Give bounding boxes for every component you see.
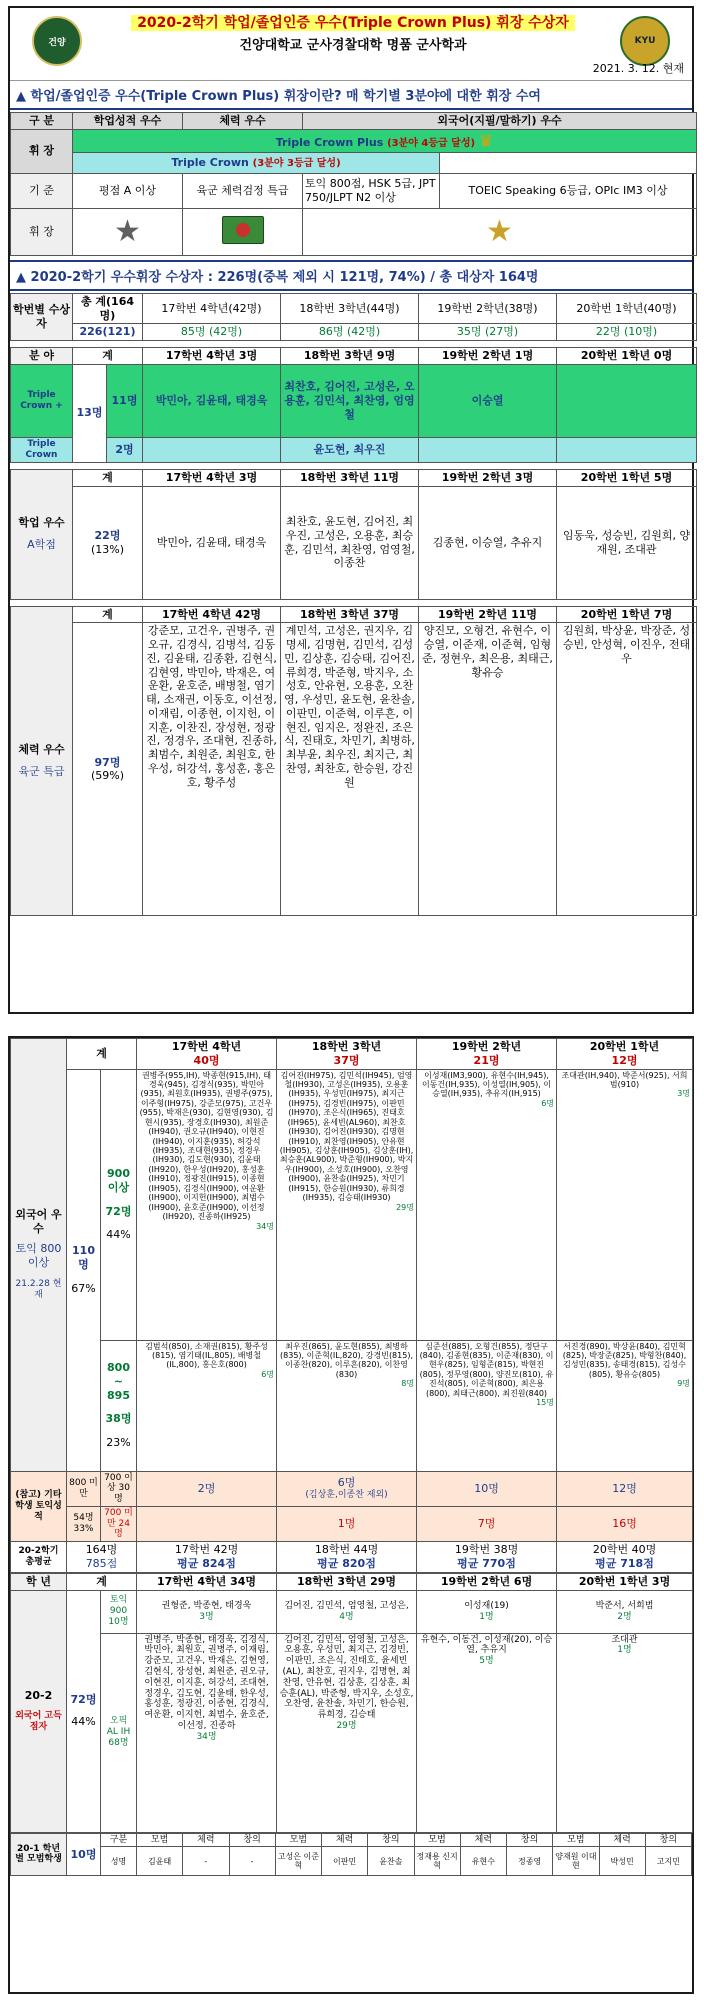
model-value: 유현수 (460, 1847, 506, 1876)
foreign-label: 외국어 우수 토익 800 이상 21.2.28 현재 (11, 1039, 67, 1472)
band-900-names-18: 김어진(IH975), 김민석(IH945), 엄영철(IH930), 고성은(IH935), 오용훈(IH935), 우성민(IH975), 최지근(IH975), 김경빈(IH975), 이판민(IH970), 조은식(IH965), 진태호(IH965), 윤세빈(AL960), 최찬호(IH930), 김어진(IH930), 김명현(IH910), 최찬영(IH905), 안유현(IH905), 김상훈(IH905), 김상훈(IH), 최승훈(AL900), 박준형(IH900), 박지우(IH900), 소성호(IH900), 오찬영(IH900), 윤찬솔(IH925), 차민기(IH915), 한승원(IH930), 류희경(IH935), 김승태(IH930) 29명 (277, 1069, 417, 1340)
section-heading-definition: ▲ 학업/졸업인증 우수(Triple Crown Plus) 휘장이란? 매 학기별 3분야에 대한 휘장 수여 (10, 81, 692, 110)
cohort-head: 18학번 3학년 37명 (277, 1039, 417, 1070)
model-value: 이판민 (322, 1847, 368, 1876)
tcp-names-17: 박민아, 김윤태, 태경욱 (143, 364, 281, 437)
sheet-top (8, 6, 694, 1014)
toeic-19: 이성재(19) 1명 (417, 1590, 557, 1633)
model-head: 창의 (368, 1833, 414, 1847)
page-title: 2020-2학기 학업/졸업인증 우수(Triple Crown Plus) 휘장 수상자 (110, 12, 596, 32)
grade-label: 학 년 (11, 1573, 67, 1590)
definition-table (10, 112, 697, 256)
std-label: 기 준 (11, 173, 73, 208)
cohort-value: 22명 (10명) (557, 324, 697, 341)
ref-up-19: 10명 (417, 1471, 557, 1506)
model-students-table (10, 1833, 692, 1877)
tc-label: Triple Crown (11, 437, 73, 462)
cohort-head: 19학번 2학년(38명) (419, 293, 557, 324)
academic-emblem (73, 208, 183, 255)
cohort-head: 17학번 4학년 3명 (143, 348, 281, 365)
cohort-head: 18학번 3학년 29명 (277, 1573, 417, 1590)
std-academic: 평점 A 이상 (73, 173, 183, 208)
date-label: 2021. 3. 12. 현재 (592, 62, 684, 75)
model-value: - (229, 1847, 275, 1876)
cohort-awardees-label: 학번별 수상자 (11, 293, 73, 340)
field-label: 분 야 (11, 348, 73, 365)
model-total: 10명 (67, 1833, 101, 1876)
physical-label: 체력 우수 육군 특급 (11, 606, 73, 916)
cohort-head: 19학번 2학년 11명 (419, 606, 557, 623)
band-900-names-19: 이성재(IM3,900), 유현수(IH,945), 이동건(IH,935), 이성열(IH,905), 이승열(IH,935), 추유지(IH,915) 6명 (417, 1069, 557, 1340)
university-logo: 건양 (32, 16, 82, 66)
cohort-value: 86명 (42명) (281, 324, 419, 341)
col-foreign: 외국어(지필/말하기) 우수 (303, 113, 697, 130)
cohort-head: 20학번 1학년 5명 (557, 469, 697, 486)
section-heading-awards: ▲ 2020-2학기 우수휘장 수상자 : 226명(중복 제외 시 121명, 74%) / 총 대상자 164명 (10, 260, 692, 291)
toeic-17: 권형준, 박종현, 태경욱 3명 (137, 1590, 277, 1633)
model-head: 모범 (553, 1833, 599, 1847)
tc-total: 13명 (73, 364, 107, 462)
total-head: 총 계(164명) (73, 293, 143, 324)
cohort-head: 18학번 3학년(44명) (281, 293, 419, 324)
toeic-20: 박준서, 서희범 2명 (557, 1590, 693, 1633)
ref-down-17 (137, 1506, 277, 1541)
tc-cond: (3분야 3등급 달성) (252, 157, 341, 169)
toeic-18: 김어진, 김민석, 엄영철, 고성은, 4명 (277, 1590, 417, 1633)
tcp-count: 11명 (107, 364, 143, 437)
model-head: 창의 (507, 1833, 553, 1847)
ref-up-20: 12명 (557, 1471, 693, 1506)
physical-names-17: 강준모, 고건우, 권병주, 권오규, 김경식, 김병석, 김동진, 김윤태, 김종환, 김현식, 김현영, 박민아, 박재은, 여운환, 윤호준, 배병철, 염기태, 소재권, 이동호, 이선정, 이재림, 이종현, 이지헌, 이지훈, 이찬진, 장성현, 정광진, 정경우, 조대현, 진종하, 최범수, 최원준, 최원호, 한우성, 허강석, 홍성훈, 홍은호, 황주성 (143, 623, 281, 916)
cohort-head: 20학번 1학년 7명 (557, 606, 697, 623)
band-800-names-18: 최우진(865), 윤도현(855), 최병하(835), 이준혁(IL,820), 강경빈(815), 이종찬(820), 이루흔(820), 이찬영(830) 8명 (277, 1340, 417, 1471)
ref-down-18: 1명 (277, 1506, 417, 1541)
cohort-head: 17학번 4학년 3명 (143, 469, 281, 486)
model-head: 체력 (460, 1833, 506, 1847)
physical-emblem (183, 208, 303, 255)
model-head: 창의 (645, 1833, 691, 1847)
academic-names-20: 임동욱, 성승빈, 김원희, 양재원, 조대관 (557, 486, 697, 599)
band-800-names-19: 심준선(885), 오형건(855), 정단구(840), 김종현(835), 이준재(830), 이현우(825), 임형준(815), 박현진(805), 정무영(800), 양진모(810), 유진석(805), 이준혁(800), 최은용(800), 최태근(800), 최진원(840) 15명 (417, 1340, 557, 1471)
cohort-value: 35명 (27명) (419, 324, 557, 341)
tc-count: 2명 (107, 437, 143, 462)
tcp-label: Triple Crown + (11, 364, 73, 437)
sum-label: 계 (73, 348, 143, 365)
band-900-names-17: 권병주(955,IH), 박종현(915,IH), 태경욱(945), 김경식(935), 박민아(935), 최원호(IH935), 권병주(975), 이주형(IH975), 강준모(975), 고건우(955), 박재은(930), 김현영(930), 김현시(935), 장경호(IH930), 최원준(IH940), 권오규(IH940), 이현진(IH940), 이지훈(935), 허강석(IH935), 조대현(935), 정경우(IH930), 김도현(930), 김윤태(IH920), 한우성(IH920), 홍성훈(IH910), 정광진(IH915), 이종현(IH905), 김경식(IH900), 여운환(IH900), 이지헌(IH900), 최범수(IH900), 윤호준(IH900), 이선정(IH920), 진종하(IH925) 34명 (137, 1069, 277, 1340)
academic-table (10, 469, 697, 600)
cohort-head: 18학번 3학년 11명 (281, 469, 419, 486)
tc-name: Triple Crown (171, 155, 249, 169)
page-subtitle: 건양대학교 군사경찰대학 명품 군사학과 (239, 38, 467, 53)
tcp-names-19: 이승열 (419, 364, 557, 437)
ref-down-20: 16명 (557, 1506, 693, 1541)
toeic-900-label: 토익 900 10명 (101, 1590, 137, 1633)
cohort-head: 19학번 2학년 1명 (419, 348, 557, 365)
average-19: 19학번 38명 평균 770점 (417, 1542, 557, 1573)
cohort-head: 20학번 1학년 3명 (557, 1573, 693, 1590)
model-label: 20-1 학년별 모범학생 (11, 1833, 67, 1876)
cohort-head: 17학번 4학년 34명 (137, 1573, 277, 1590)
cohort-head: 20학번 1학년 12명 (557, 1039, 693, 1070)
sum-label: 계 (67, 1573, 137, 1590)
opic-19: 유현수, 이동건, 이성재(20), 이승열, 추유지 5명 (417, 1633, 557, 1832)
ref-700-up: 700 이상 30명 (101, 1471, 137, 1506)
model-value: 양재원 이대현 (553, 1847, 599, 1876)
tc-bar (73, 152, 440, 173)
tcp-names-18: 최찬호, 김어진, 고성은, 오용훈, 김민석, 최찬영, 엄영철 (281, 364, 419, 437)
cohort-head: 17학번 4학년 42명 (143, 606, 281, 623)
average-label: 20-2학기 총평균 (11, 1542, 67, 1573)
col-kind: 구 분 (11, 113, 73, 130)
cohort-head: 20학번 1학년 0명 (557, 348, 697, 365)
tcp-name: Triple Crown Plus (275, 135, 384, 149)
physical-names-19: 양진모, 오형건, 유현수, 이승열, 이준재, 이준혁, 임형준, 정현우, 최은용, 최태근, 황유승 (419, 623, 557, 916)
sum-label: 계 (67, 1039, 137, 1070)
opic-17: 권병주, 박종현, 태경욱, 김경식, 박민아, 최원호, 권병주, 이재림, 강준모, 고건우, 박재은, 김현영, 김현식, 장성현, 최원준, 권오규, 이현진, 이지훈, 허강석, 조대현, 정경우, 김도현, 김윤태, 한우성, 홍성훈, 정광진, 이종현, 김경식, 여운환, 이지헌, 최범수, 윤호준, 이선정, 진종하 34명 (137, 1633, 277, 1832)
high-score-label: 20-2 외국어 고득점자 (11, 1590, 67, 1832)
model-head: 모범 (414, 1833, 460, 1847)
cohort-head: 19학번 2학년 6명 (417, 1573, 557, 1590)
opic-label: 오픽 AL IH 68명 (101, 1633, 137, 1832)
physical-total: 97명 (59%) (73, 623, 143, 916)
triple-crown-table (10, 347, 697, 463)
cohort-head: 19학번 2학년 21명 (417, 1039, 557, 1070)
band-800-names-17: 김범석(850), 소재권(815), 황주성(815), 염기태(IL,805), 배병철(IL,800), 홍은호(800) 6명 (137, 1340, 277, 1471)
ref-up-18: 6명 (김상훈,이종찬 제외) (277, 1471, 417, 1506)
std-physical: 육군 체력검정 특급 (183, 173, 303, 208)
foreign-total: 110명 67% (67, 1069, 101, 1471)
awards-summary-table (10, 293, 697, 341)
opic-20: 조대관 1명 (557, 1633, 693, 1832)
reference-label: (참고) 기타학생 토익성적 (11, 1471, 67, 1542)
model-head: 모범 (275, 1833, 321, 1847)
average-18: 18학번 44명 평균 820점 (277, 1542, 417, 1573)
academic-label: 학업 우수 A학점 (11, 469, 73, 599)
model-value: 고성은 이준혁 (275, 1847, 321, 1876)
physical-table (10, 606, 697, 917)
academic-names-19: 김종현, 이승열, 추유지 (419, 486, 557, 599)
foreign-language-table (10, 1038, 693, 1573)
ref-under-800-count: 54명 33% (67, 1506, 101, 1541)
high-score-table (10, 1573, 693, 1833)
ref-700-down: 700 미만 24명 (101, 1506, 137, 1541)
cohort-head: 19학번 2학년 3명 (419, 469, 557, 486)
model-head: 체력 (322, 1833, 368, 1847)
std-foreign-1: 토익 800점, HSK 5급, JPT 750/JLPT N2 이상 (303, 173, 440, 208)
physical-names-20: 김원희, 박상윤, 박장준, 성승빈, 안성혁, 이진우, 전태우 (557, 623, 697, 916)
model-head: 체력 (183, 1833, 229, 1847)
cohort-head: 18학번 3학년 37명 (281, 606, 419, 623)
model-value: 정종영 (507, 1847, 553, 1876)
academic-names-17: 박민아, 김윤태, 태경욱 (143, 486, 281, 599)
model-value: 고지민 (645, 1847, 691, 1876)
model-value: 윤찬솔 (368, 1847, 414, 1876)
average-total: 164명 785점 (67, 1542, 137, 1573)
ref-under-800: 800 미만 (67, 1471, 101, 1506)
cohort-head: 17학번 4학년(42명) (143, 293, 281, 324)
high-score-total: 72명 44% (67, 1590, 101, 1832)
tc-names-18: 윤도현, 최우진 (281, 437, 419, 462)
model-value: 성명 (101, 1847, 137, 1876)
department-logo: KYU (620, 16, 670, 66)
gold-star-icon: ★ (486, 213, 513, 249)
col-academic: 학업성적 우수 (73, 113, 183, 130)
average-20: 20학번 40명 평균 718점 (557, 1542, 693, 1573)
cohort-head: 20학번 1학년(40명) (557, 293, 697, 324)
model-value: 박성민 (599, 1847, 645, 1876)
band-900-names-20: 조대관(IH,940), 박준서(925), 서희범(910) 3명 (557, 1069, 693, 1340)
sheet-bottom (8, 1036, 694, 1994)
model-value: 김윤태 (137, 1847, 183, 1876)
band-800: 800 ~ 895 38명 23% (101, 1340, 137, 1471)
model-head: 구분 (101, 1833, 137, 1847)
fitness-medal-icon (222, 216, 264, 244)
model-head: 체력 (599, 1833, 645, 1847)
academic-names-18: 최찬호, 윤도현, 김어진, 최우진, 고성은, 오용훈, 최승훈, 김민석, 최찬영, 엄영철, 이종찬 (281, 486, 419, 599)
model-head: 모범 (137, 1833, 183, 1847)
badge-label: 휘 장 (11, 129, 73, 173)
academic-total: 22명 (13%) (73, 486, 143, 599)
cohort-value: 85명 (42명) (143, 324, 281, 341)
tcp-cond: (3분야 4등급 달성) (387, 137, 476, 149)
emblem-label: 휘 장 (11, 208, 73, 255)
average-17: 17학번 42명 평균 824점 (137, 1542, 277, 1573)
crown-icon: ♛ (478, 130, 494, 150)
model-value: 정재용 신지혁 (414, 1847, 460, 1876)
std-foreign-2: TOEIC Speaking 6등급, OPIc IM3 이상 (440, 173, 697, 208)
col-physical: 체력 우수 (183, 113, 303, 130)
cohort-head: 18학번 3학년 9명 (281, 348, 419, 365)
opic-18: 김어진, 김민석, 엄영철, 고성은, 오용훈, 우성민, 최지근, 김경빈, 이판민, 조은식, 진태호, 윤세빈(AL), 최찬호, 권지우, 김명현, 최찬영, 안유현, 김상훈, 김상훈, 최승훈(AL), 박준형, 박지우, 소성호, 오찬영, 윤찬솔, 차민기, 한승원, 류희경, 김승태 29명 (277, 1633, 417, 1832)
tcp-bar (73, 129, 697, 152)
sum-label: 계 (73, 469, 143, 486)
header (10, 8, 692, 81)
foreign-emblem (303, 208, 697, 255)
sum-label: 계 (73, 606, 143, 623)
silver-star-icon: ★ (114, 213, 141, 249)
ref-down-19: 7명 (417, 1506, 557, 1541)
ref-up-17: 2명 (137, 1471, 277, 1506)
cohort-head: 17학번 4학년 40명 (137, 1039, 277, 1070)
band-800-names-20: 서진경(890), 박상윤(840), 김민혁(825), 박장준(825), 박형찬(840), 김성민(835), 송태경(815), 김성수(805), 황유승(805) 9명 (557, 1340, 693, 1471)
model-value: - (183, 1847, 229, 1876)
model-head: 창의 (229, 1833, 275, 1847)
band-900: 900 이상 72명 44% (101, 1069, 137, 1340)
total-value: 226(121) (73, 324, 143, 341)
physical-names-18: 계민석, 고성은, 권지우, 김명세, 김명현, 김민석, 김성민, 김상훈, 김승태, 김어진, 류희경, 박준형, 박지우, 소성호, 안유현, 오용훈, 오찬영, 우성민, 윤도현, 윤찬솔, 이판민, 이준혁, 이루흔, 이현진, 임지은, 정완진, 조은식, 진태호, 차민기, 최병하, 최부윤, 최우진, 최지근, 최찬영, 최찬호, 한승원, 강진원 (281, 623, 419, 916)
